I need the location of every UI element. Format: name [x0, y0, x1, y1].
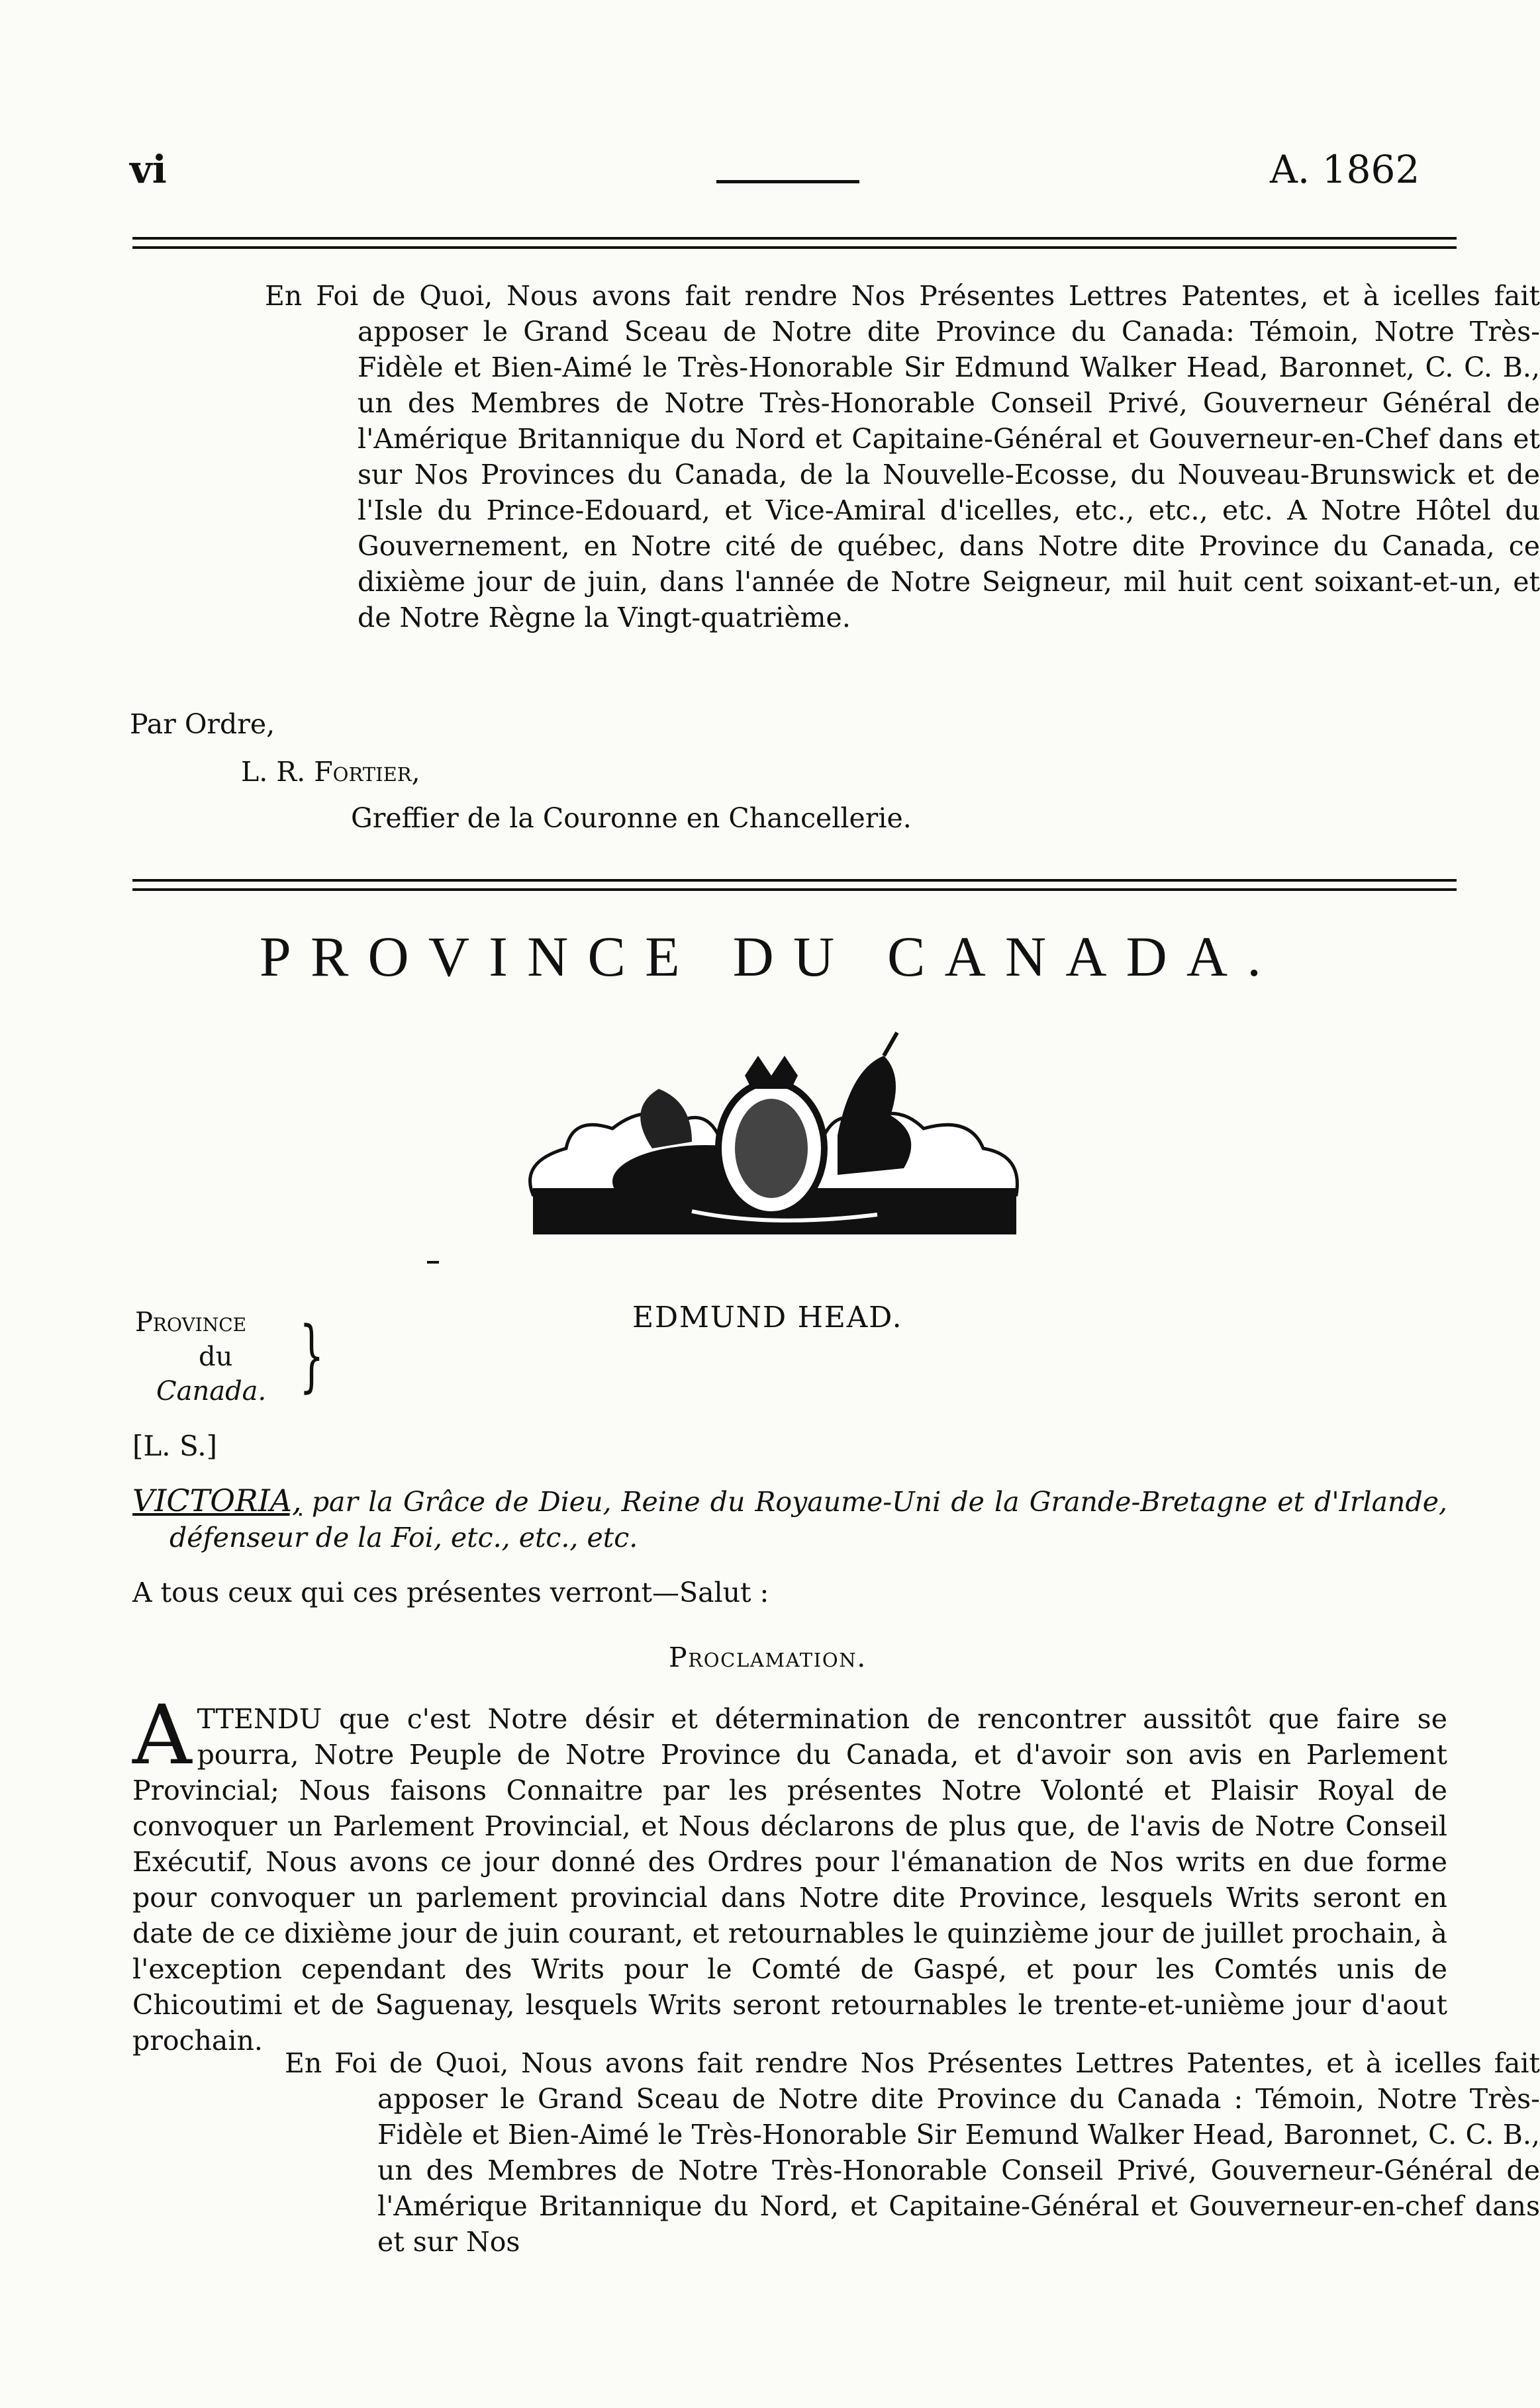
- page-number: vi: [130, 147, 167, 192]
- margin-du: du: [199, 1342, 233, 1372]
- section-title: PROVINCE DU CANADA.: [259, 925, 1281, 988]
- mid-double-rule-2: [132, 888, 1457, 891]
- proclamation-title: Proclamation.: [669, 1642, 867, 1673]
- margin-brace: }: [299, 1309, 324, 1401]
- bottom-testimonium: En Foi de Quoi, Nous avons fait rendre Nos Présentes Lettres Patentes, et à icelles fait apposer le Grand Sceau de Notre dite Province du Canada : Témoin, Notre Très-Fidèle et Bien-Aimé le Très-Honorable Sir Eemund Walker Head, Baronnet, C. C. B., un des Membres de Notre Très-Honorable Conseil Privé, Gouverneur-Général de l'Amérique Britannique du Nord, et Capitaine-Général et Gouverneur-en-chef dans et sur Nos: [285, 2047, 1540, 2258]
- victoria-name: VICTORIA,: [132, 1483, 302, 1518]
- drop-cap: A: [132, 1688, 192, 1783]
- signer-office: Greffier de la Couronne en Chancellerie.: [351, 802, 912, 834]
- page-year: A. 1862: [1270, 147, 1420, 192]
- header-dash: [716, 180, 859, 183]
- proclamation-text: TTENDU que c'est Notre désir et détermination de rencontrer aussitôt que faire se pourra, Notre Peuple de Notre Province du Canada, et d'avoir son avis en Parlement Provincial; Nous faisons Connaitre par les présentes Notre Volonté et Plaisir Royal de convoquer un Parlement Provincial, et Nous déclarons de plus que, de l'avis de Notre Conseil Exécutif, Nous avons ce jour donné des Ordres pour l'émanation de Nos writs en due forme pour convoquer un parlement provincial dans Notre dite Province, lesquels Writs seront en date de ce dixième jour de juin courant, et retournables le quinzième jour de juillet prochain, à l'exception cependant des Writs pour le Comté de Gaspé, et pour les Comtés unis de Chicoutimi et de Saguenay, lesquels Writs seront retournables le trente-et-unième jour d'aout prochain.: [132, 1703, 1447, 2057]
- salut-line: A tous ceux qui ces présentes verront—Salut :: [132, 1577, 769, 1608]
- par-ordre: Par Ordre,: [130, 708, 275, 740]
- victoria-title: [132, 1483, 1447, 1555]
- mid-double-rule-1: [132, 879, 1457, 882]
- top-double-rule-1: [132, 237, 1457, 240]
- top-double-rule-2: [132, 246, 1457, 249]
- small-dash: [427, 1261, 439, 1264]
- top-testimonium: En Foi de Quoi, Nous avons fait rendre Nos Présentes Lettres Patentes, et à icelles fait apposer le Grand Sceau de Notre dite Province du Canada: Témoin, Notre Très-Fidèle et Bien-Aimé le Très-Honorable Sir Edmund Walker Head, Baronnet, C. C. B., un des Membres de Notre Très-Honorable Conseil Privé, Gouverneur Général de l'Amérique Britannique du Nord et Capitaine-Général et Gouverneur-en-Chef dans et sur Nos Provinces du Canada, de la Nouvelle-Ecosse, du Nouveau-Brunswick et de l'Isle du Prince-Edouard, et Vice-Amiral d'icelles, etc., etc., etc. A Notre Hôtel du Gouvernement, en Notre cité de québec, dans Notre dite Province du Canada, ce dixième jour de juin, dans l'année de Notre Seigneur, mil huit cent soixant-et-un, et de Notre Règne la Vingt-quatrième.: [265, 280, 1540, 633]
- proclamation-body: [132, 1688, 1447, 2059]
- margin-canada: Canada.: [156, 1376, 267, 1407]
- signer: L. R. Fortier,: [241, 756, 420, 788]
- coat-of-arms-icon: [493, 1029, 1049, 1241]
- governor-name: EDMUND HEAD.: [632, 1301, 903, 1334]
- margin-province: Province: [135, 1307, 247, 1338]
- seal: [L. S.]: [132, 1430, 217, 1462]
- victoria-style: par la Grâce de Dieu, Reine du Royaume-Uni de la Grande-Bretagne et d'Irlande, défenseur de la Foi, etc., etc., etc.: [169, 1486, 1447, 1553]
